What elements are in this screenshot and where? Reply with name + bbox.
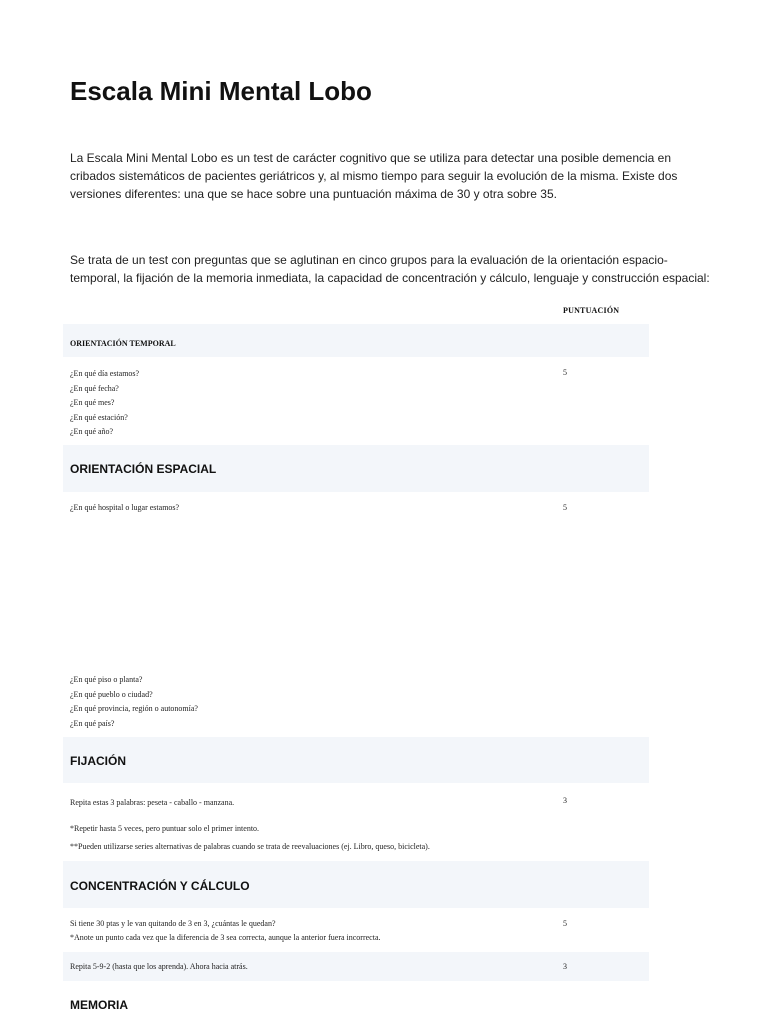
intro-paragraph: La Escala Mini Mental Lobo es un test de carácter cognitivo que se utiliza para detectar una posible demencia en cribados sistemáticos de pacientes geriátricos y, al mismo tiempo para seguir la evolución de la misma. Existe dos versiones diferentes: una que se hace sobre una puntuación máxima de 30 y otra sobre 35. (70, 151, 678, 201)
score-value: 3 (563, 796, 567, 805)
section-header-orientacion-temporal (63, 324, 649, 357)
score-value: 3 (563, 962, 567, 971)
section-title: ORIENTACIÓN TEMPORAL (70, 339, 176, 348)
score-value: 5 (563, 503, 567, 512)
list-item: ¿En qué estación? (70, 412, 128, 422)
list-item: ¿En qué piso o planta? (70, 675, 143, 684)
list-item: ¿En qué país? (70, 718, 115, 728)
score-column-header: PUNTUACIÓN (563, 306, 620, 315)
question-text: Si tiene 30 ptas y le van quitando de 3 en 3, ¿cuántas le quedan? (70, 919, 276, 928)
question-text: Repita 5-9-2 (hasta que los aprenda). Ahora hacia atrás. (70, 962, 248, 971)
list-item: ¿En qué pueblo o ciudad? (70, 689, 153, 699)
section-title-memoria: MEMORIA (70, 998, 128, 1012)
section-header-orientacion-espacial (63, 445, 649, 492)
note-text: *Anote un punto cada vez que la diferencia de 3 sea correcta, aunque la anterior fuera incorrecta. (70, 933, 381, 942)
note-text: **Pueden utilizarse series alternativas de palabras cuando se trata de reevaluaciones (ej. Libro, queso, bicicleta). (70, 842, 430, 851)
description-paragraph: Se trata de un test con preguntas que se aglutinan en cinco grupos para la evaluación de la orientación espacio-temporal, la fijación de la memoria inmediata, la capacidad de concentración y cálculo, lenguaje y construcción espacial: (70, 253, 710, 285)
list-item: ¿En qué provincia, región o autonomía? (70, 704, 198, 713)
list-item: ¿En qué día estamos? (70, 369, 140, 378)
section-title: ORIENTACIÓN ESPACIAL (70, 462, 217, 476)
note-text: *Repetir hasta 5 veces, pero puntuar solo el primer intento. (70, 824, 260, 833)
section-title: FIJACIÓN (70, 754, 127, 768)
list-item: ¿En qué fecha? (70, 383, 119, 393)
score-value: 5 (563, 368, 567, 377)
list-item: ¿En qué mes? (70, 398, 115, 407)
section-header-fijacion (63, 737, 649, 783)
orientacion-espacial-questions (70, 673, 198, 731)
question-text: ¿En qué hospital o lugar estamos? (70, 503, 180, 512)
question-text: Repita estas 3 palabras: peseta - caballo - manzana. (70, 798, 235, 807)
section-header-concentracion (63, 861, 649, 908)
page-title: Escala Mini Mental Lobo (70, 76, 372, 106)
table-row (63, 952, 649, 981)
list-item: ¿En qué año? (70, 427, 114, 436)
orientacion-temporal-questions (70, 367, 139, 440)
section-title: CONCENTRACIÓN Y CÁLCULO (70, 879, 250, 893)
score-value: 5 (563, 919, 567, 928)
